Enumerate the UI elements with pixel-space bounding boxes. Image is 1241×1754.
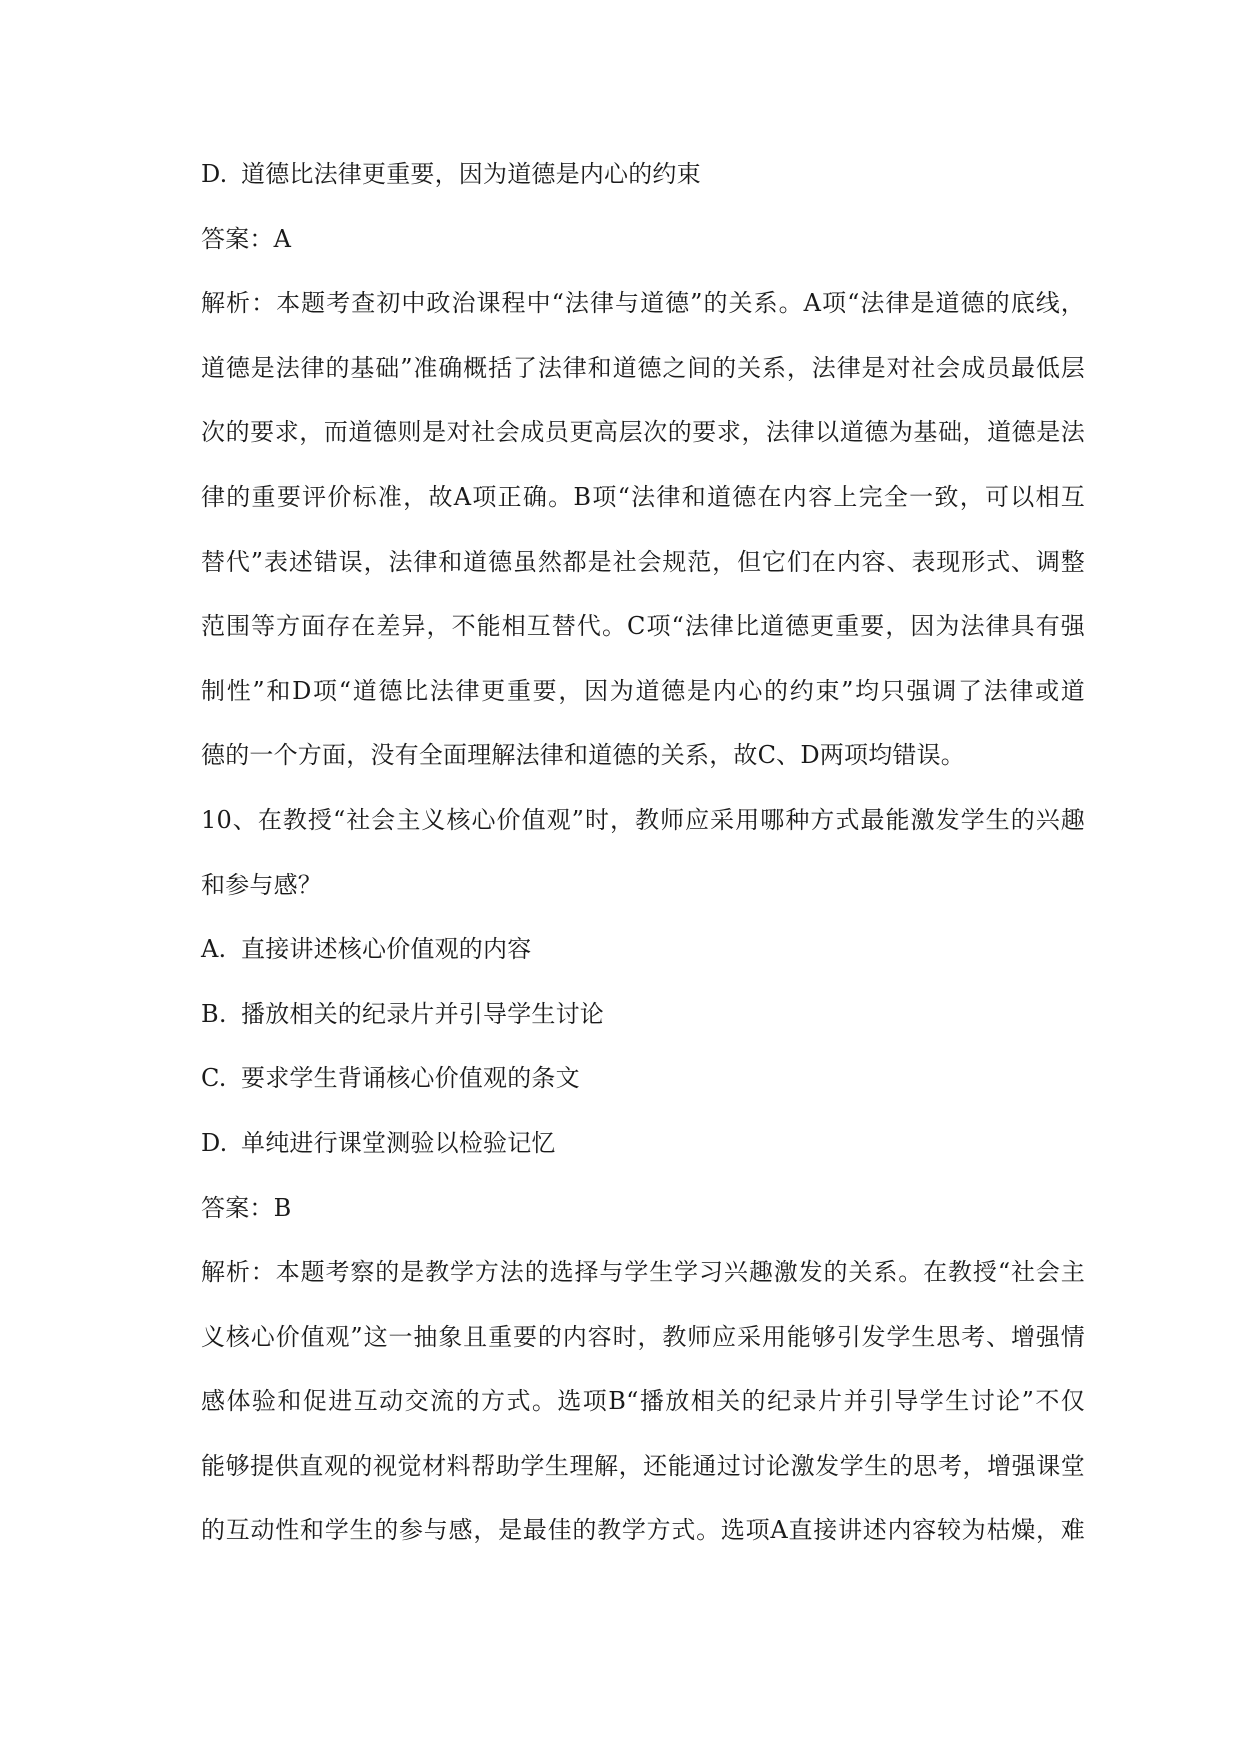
- option-letter: D.: [201, 160, 228, 188]
- q10-option-b: [201, 982, 1085, 1047]
- option-text: 单纯进行课堂测验以检验记忆: [241, 1128, 556, 1157]
- option-text: 播放相关的纪录片并引导学生讨论: [241, 999, 604, 1028]
- option-letter: B.: [201, 999, 227, 1028]
- page-content: [201, 142, 1085, 1563]
- q10-analysis-line: 能够提供直观的视觉材料帮助学生理解，还能通过讨论激发学生的思考，增强课堂: [201, 1451, 1085, 1480]
- q9-analysis-line: 替代”表述错误，法律和道德虽然都是社会规范，但它们在内容、表现形式、调整: [201, 547, 1085, 576]
- q10-analysis-line: 义核心价值观”这一抽象且重要的内容时，教师应采用能够引发学生思考、增强情: [201, 1322, 1085, 1351]
- q10-analysis-line: 的互动性和学生的参与感，是最佳的教学方式。选项A直接讲述内容较为枯燥，难: [201, 1516, 1085, 1545]
- q9-analysis-line: 范围等方面存在差异，不能相互替代。C项“法律比道德更重要，因为法律具有强: [201, 612, 1085, 641]
- q9-option-d: [201, 142, 1085, 207]
- q10-question-line: 和参与感？: [201, 870, 322, 899]
- q10-question-line: 10、在教授“社会主义核心价值观”时，教师应采用哪种方式最能激发学生的兴趣: [201, 805, 1085, 834]
- q10-analysis-line: 感体验和促进互动交流的方式。选项B“播放相关的纪录片并引导学生讨论”不仅: [201, 1387, 1085, 1416]
- q9-analysis-line: 次的要求，而道德则是对社会成员更高层次的要求，法律以道德为基础，道德是法: [201, 418, 1085, 447]
- option-letter: C.: [201, 1064, 227, 1093]
- q9-analysis-line: 制性”和D项“道德比法律更重要，因为道德是内心的约束”均只强调了法律或道: [201, 676, 1085, 705]
- q10-option-d: [201, 1111, 1085, 1176]
- q9-analysis-line: 律的重要评价标准，故A项正确。B项“法律和道德在内容上完全一致，可以相互: [201, 482, 1085, 511]
- option-text: 道德比法律更重要，因为道德是内心的约束: [241, 160, 701, 188]
- q9-analysis-line: 解析：本题考查初中政治课程中“法律与道德”的关系。A项“法律是道德的底线，: [201, 289, 1085, 318]
- q10-option-c: [201, 1046, 1085, 1111]
- option-letter: D.: [201, 1128, 228, 1157]
- option-letter: A.: [201, 935, 227, 964]
- option-text: 直接讲述核心价值观的内容: [241, 935, 532, 964]
- option-text: 要求学生背诵核心价值观的条文: [241, 1064, 580, 1093]
- q9-answer: 答案：A: [201, 224, 292, 253]
- q9-analysis-line: 德的一个方面，没有全面理解法律和道德的关系，故C、D两项均错误。: [201, 741, 966, 770]
- q10-answer: 答案：B: [201, 1193, 292, 1222]
- q9-analysis-line: 道德是法律的基础”准确概括了法律和道德之间的关系，法律是对社会成员最低层: [201, 353, 1085, 382]
- q10-analysis-line: 解析：本题考察的是教学方法的选择与学生学习兴趣激发的关系。在教授“社会主: [201, 1258, 1085, 1287]
- q10-option-a: [201, 917, 1085, 982]
